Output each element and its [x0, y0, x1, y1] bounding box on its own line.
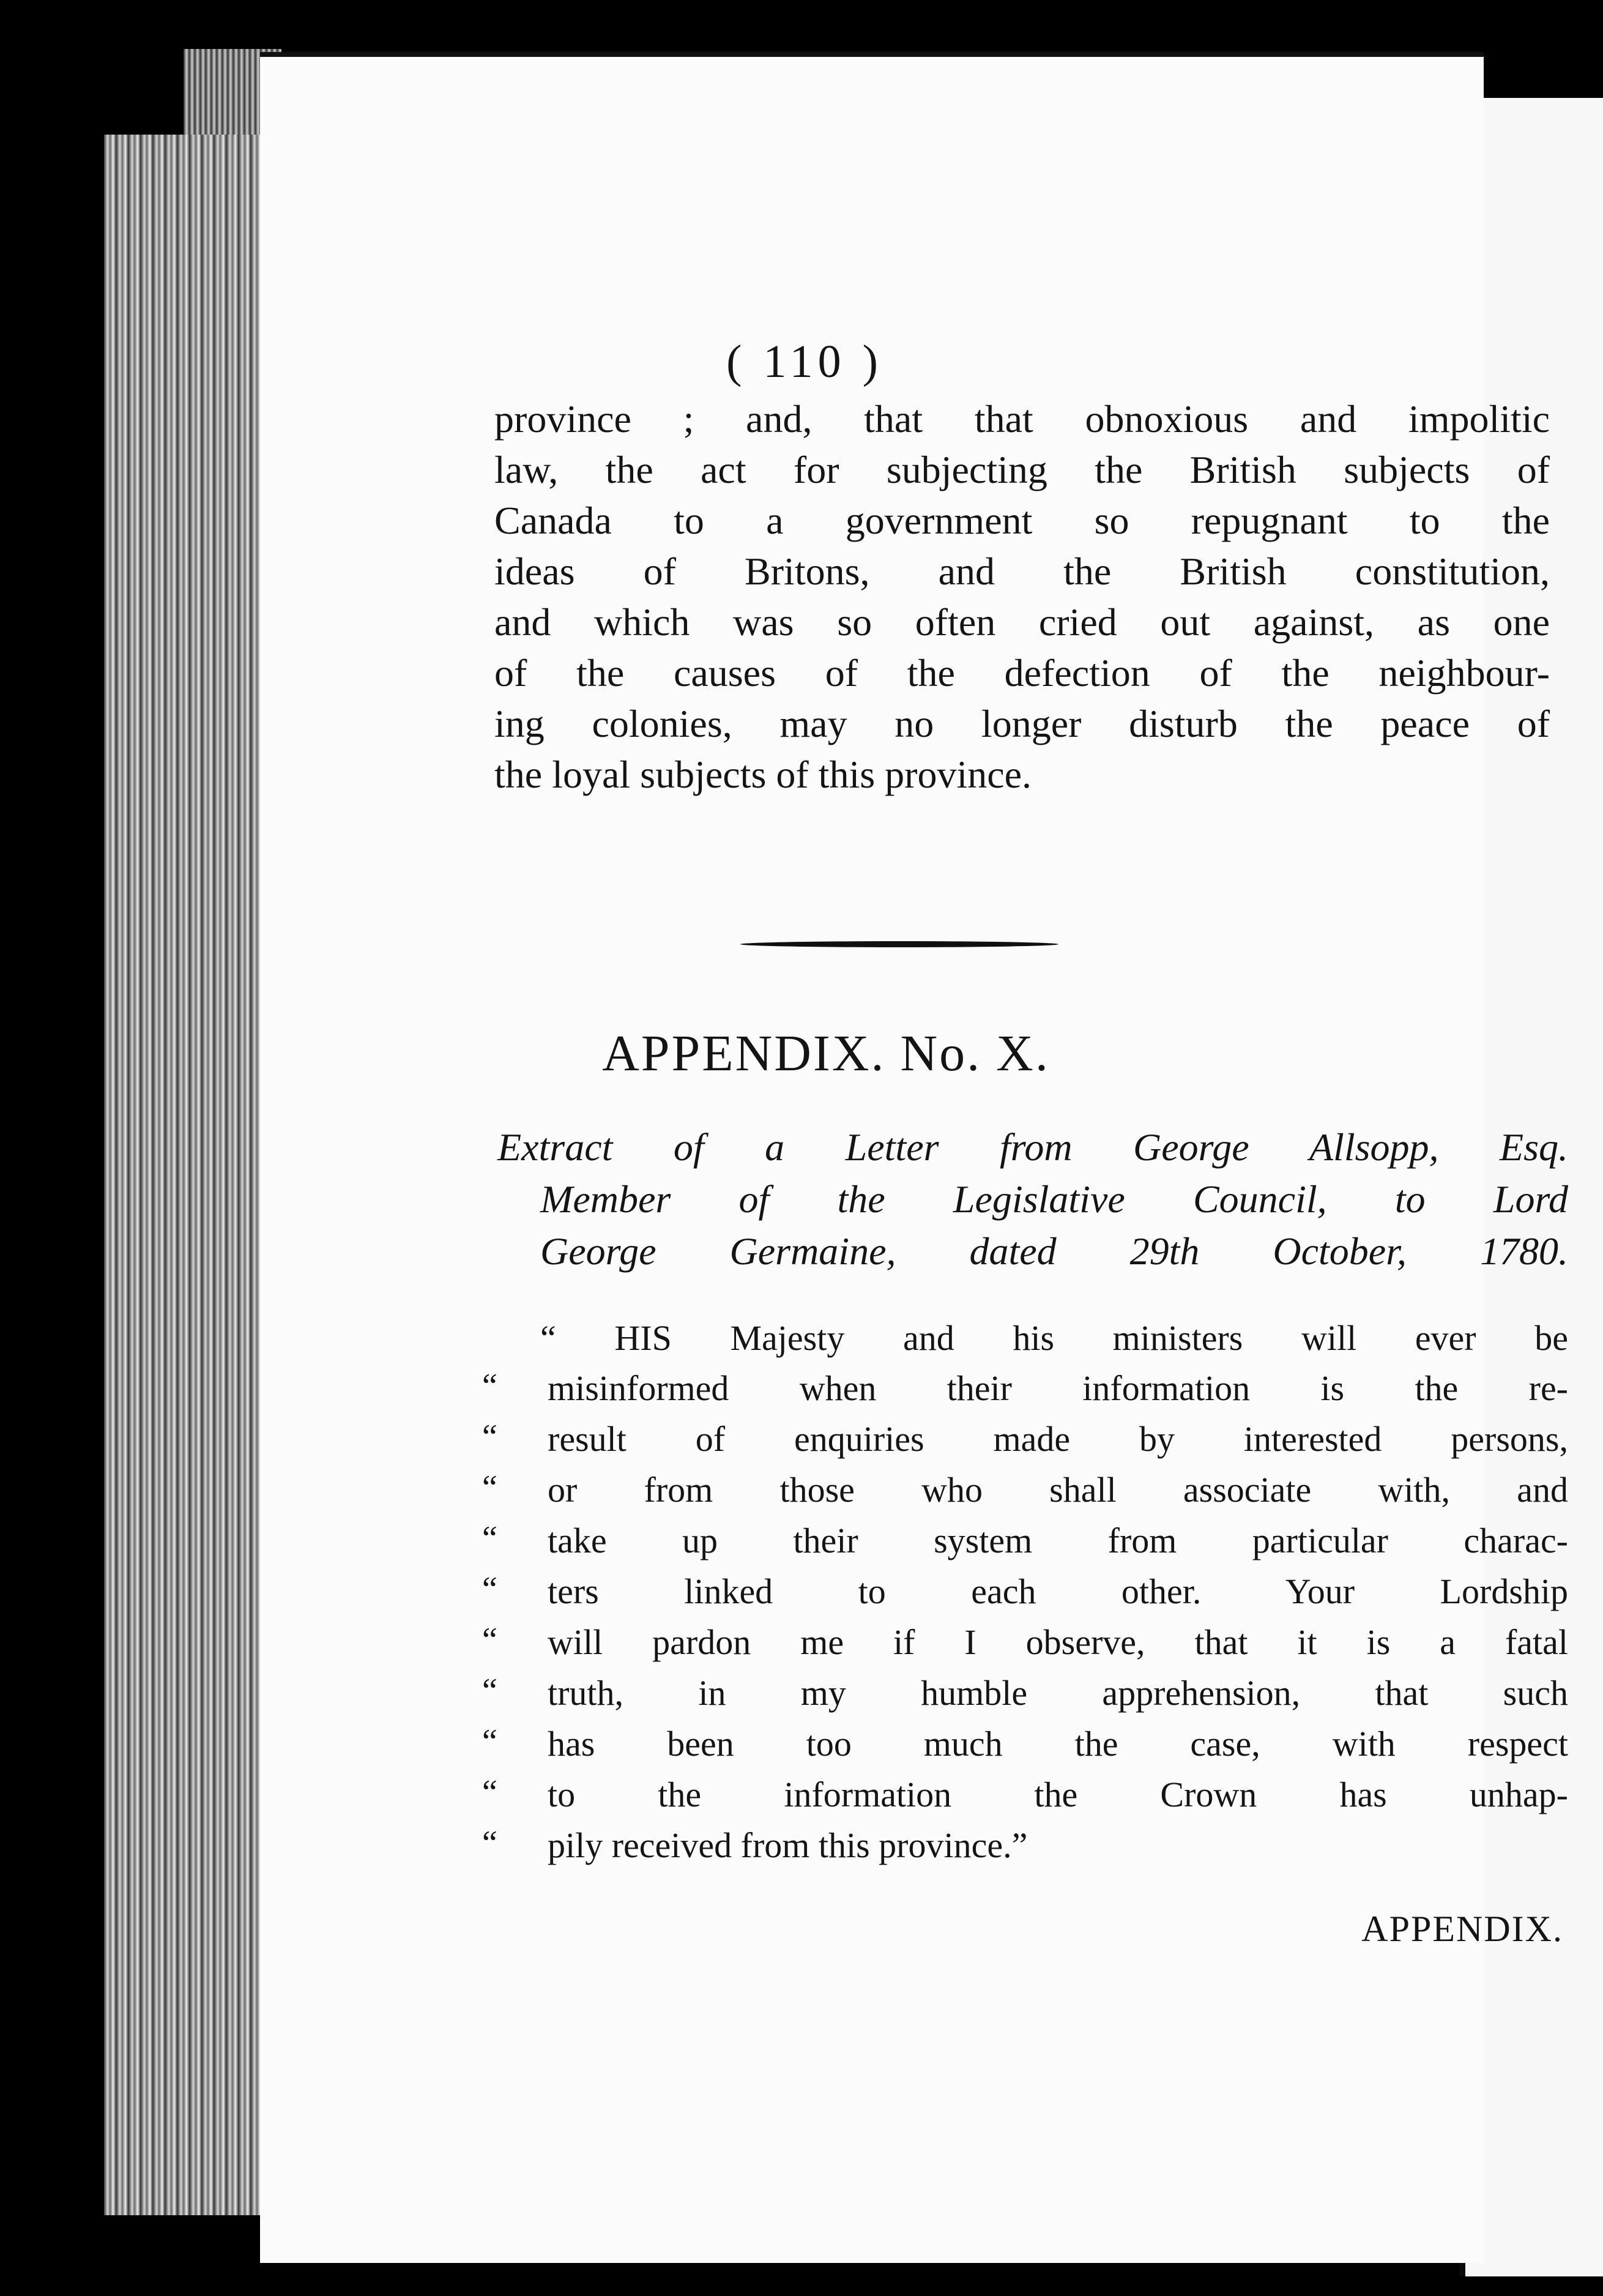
extract-title-line-1: Extract of a Letter from George Allsopp, Esq. [497, 1125, 1568, 1169]
quote-mark: “ [482, 1824, 497, 1862]
quote-line-7: will pardon me if I observe, that it is a fatal [548, 1622, 1568, 1662]
appendix-heading: APPENDIX. No. X. [602, 1025, 1050, 1082]
quote-line-8: truth, in my humble apprehension, that such [548, 1673, 1568, 1713]
quote-line-9: has been too much the case, with respect [548, 1724, 1568, 1764]
extract-title-line-3: George Germaine, dated 29th October, 1780. [540, 1229, 1568, 1273]
quote-mark: “ [482, 1570, 497, 1608]
extract-title-line-2: Member of the Legislative Council, to Lord [540, 1177, 1568, 1221]
body-line-1: province ; and, that that obnoxious and impolitic [494, 397, 1550, 441]
quote-line-6: ters linked to each other. Your Lordship [548, 1571, 1568, 1611]
quote-line-1: “ HIS Majesty and his ministers will ever be [540, 1318, 1568, 1358]
page-edges-stack [104, 135, 269, 2215]
quote-mark: “ [482, 1773, 497, 1811]
body-line-5: and which was so often cried out against, as one [494, 600, 1550, 644]
body-line-2: law, the act for subjecting the British subjects of [494, 448, 1550, 491]
catchword: APPENDIX. [1361, 1909, 1563, 1949]
quote-mark: “ [482, 1367, 497, 1405]
body-line-6: of the causes of the defection of the neighbour- [494, 651, 1550, 695]
body-line-8: the loyal subjects of this province. [494, 753, 1032, 796]
quote-mark: “ [482, 1621, 497, 1659]
paper-page [260, 52, 1568, 2263]
quote-mark: “ [482, 1418, 497, 1456]
section-divider-rule [740, 941, 1058, 947]
quote-line-11: pily received from this province.” [548, 1825, 1028, 1865]
quote-mark: “ [482, 1723, 497, 1761]
quote-line-4: or from those who shall associate with, and [548, 1470, 1568, 1510]
quote-mark: “ [482, 1519, 497, 1557]
page-number: ( 110 ) [726, 336, 883, 387]
quote-mark: “ [482, 1469, 497, 1507]
body-line-3: Canada to a government so repugnant to the [494, 499, 1550, 542]
quote-line-5: take up their system from particular charac- [548, 1521, 1568, 1560]
quote-mark: “ [482, 1672, 497, 1710]
quote-line-3: result of enquiries made by interested persons, [548, 1419, 1568, 1459]
body-line-7: ing colonies, may no longer disturb the peace of [494, 702, 1550, 745]
body-line-4: ideas of Britons, and the British constitution, [494, 550, 1550, 593]
quote-line-10: to the information the Crown has unhap- [548, 1775, 1568, 1814]
quote-line-2: misinformed when their information is the re- [548, 1368, 1568, 1408]
